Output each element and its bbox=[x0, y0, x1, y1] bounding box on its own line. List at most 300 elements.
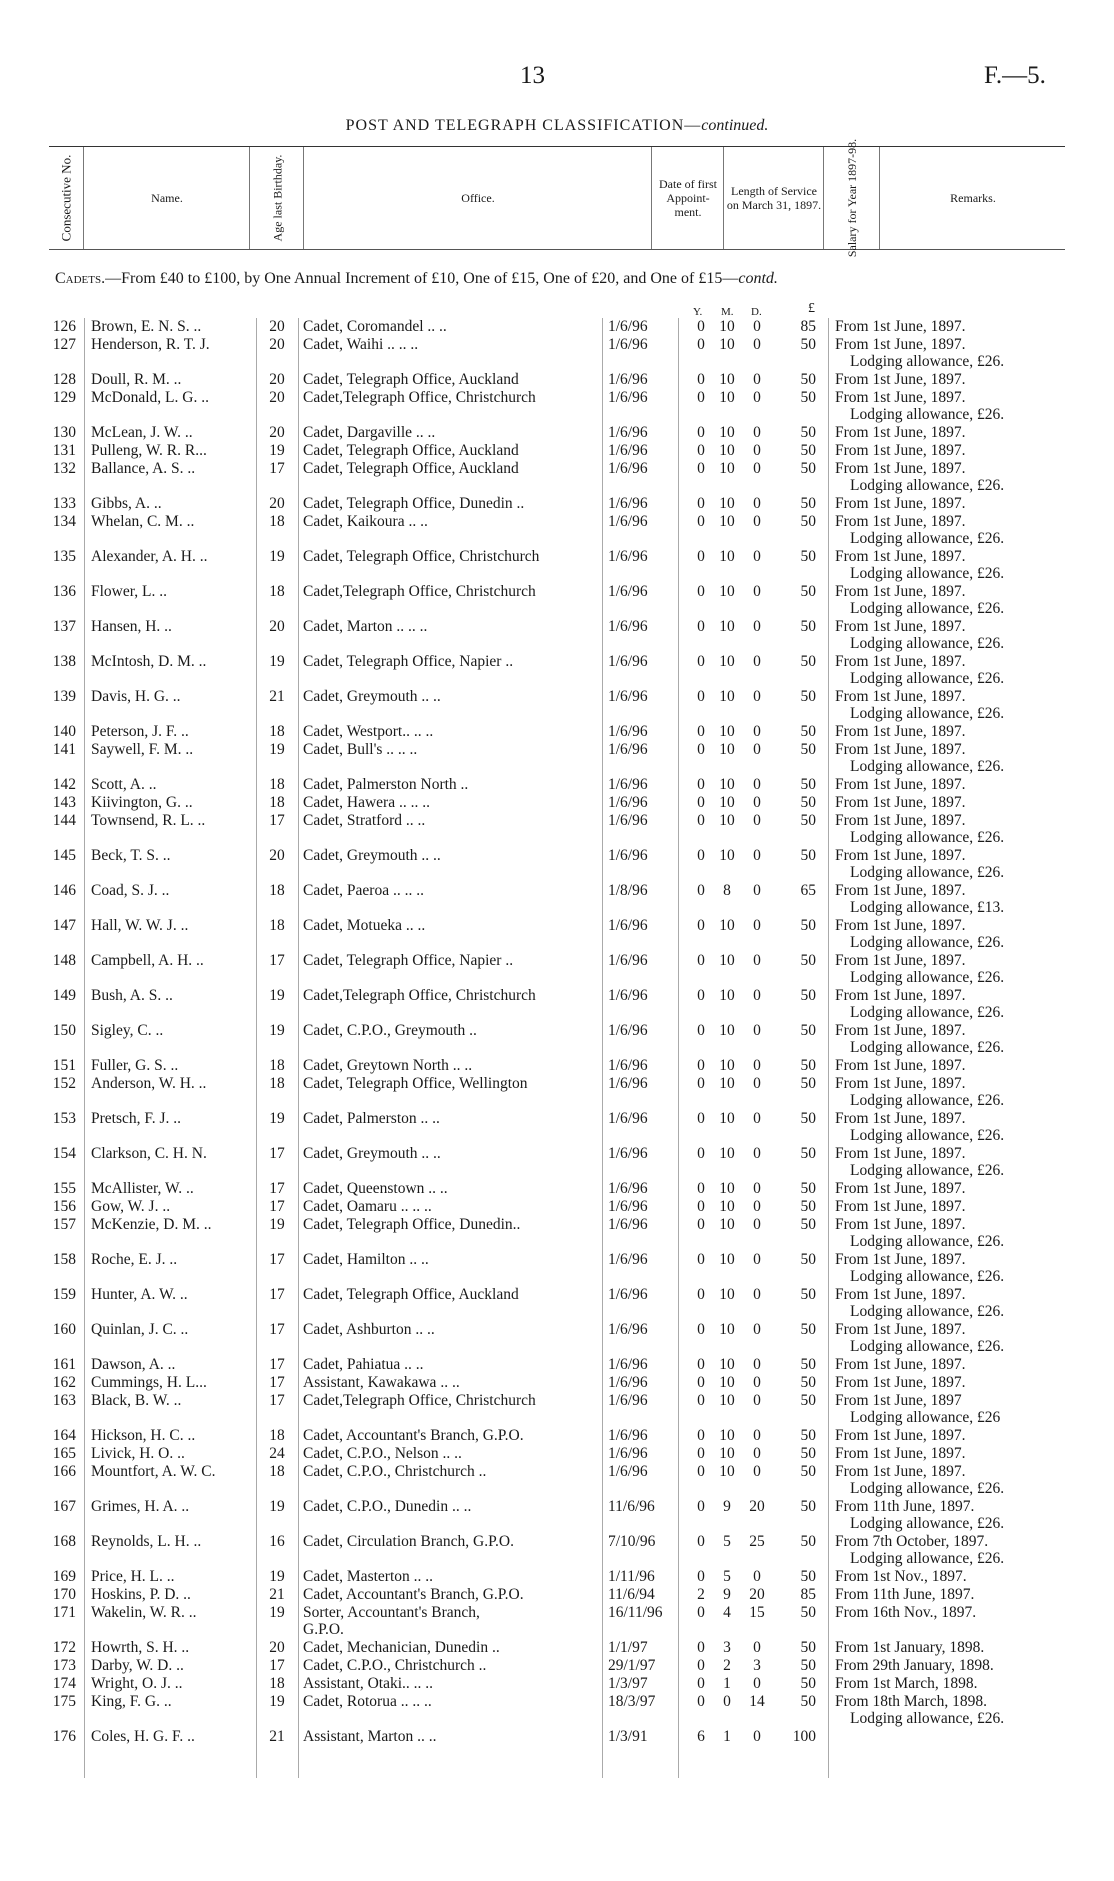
cell-salary: 50 bbox=[800, 1445, 816, 1462]
cell-d: 0 bbox=[753, 318, 761, 335]
cell-remarks-line2: Lodging allowance, £26. bbox=[850, 600, 1005, 617]
cell-salary: 50 bbox=[800, 1286, 816, 1303]
cell-m: 10 bbox=[719, 1075, 735, 1092]
cell-y: 0 bbox=[697, 812, 705, 829]
cell-date: 16/11/96 bbox=[608, 1604, 663, 1621]
cell-office: Cadet, C.P.O., Greymouth .. bbox=[303, 1022, 477, 1039]
cell-m: 10 bbox=[719, 1216, 735, 1233]
cell-no: 143 bbox=[52, 794, 76, 811]
cell-d: 0 bbox=[753, 741, 761, 758]
cell-age: 17 bbox=[269, 1286, 285, 1303]
cell-office: Cadet, C.P.O., Nelson .. .. bbox=[303, 1445, 462, 1462]
cell-salary: 50 bbox=[800, 460, 816, 477]
cell-m: 10 bbox=[719, 442, 735, 459]
cell-y: 0 bbox=[697, 1145, 705, 1162]
remarks-continuation bbox=[0, 934, 1114, 952]
cell-no: 153 bbox=[52, 1110, 76, 1127]
cell-office: Cadet, C.P.O., Christchurch .. bbox=[303, 1657, 487, 1674]
cell-y: 0 bbox=[697, 1533, 705, 1550]
table-row bbox=[0, 847, 1114, 865]
cell-salary: 50 bbox=[800, 389, 816, 406]
cell-age: 18 bbox=[269, 1675, 285, 1692]
cell-m: 10 bbox=[719, 548, 735, 565]
cell-name: Hoskins, P. D. .. bbox=[91, 1586, 191, 1603]
cell-office: Cadet, Bull's .. .. .. bbox=[303, 741, 418, 758]
cell-office: Cadet, C.P.O., Dunedin .. .. bbox=[303, 1498, 472, 1515]
cell-remarks: From 1st June, 1897. bbox=[835, 1427, 966, 1444]
cell-age: 20 bbox=[269, 424, 285, 441]
cell-d: 0 bbox=[753, 1022, 761, 1039]
cell-m: 9 bbox=[723, 1586, 731, 1603]
cell-name: McIntosh, D. M. .. bbox=[91, 653, 207, 670]
cell-age: 17 bbox=[269, 1657, 285, 1674]
table-row bbox=[0, 1586, 1114, 1604]
cell-remarks: From 1st June, 1897. bbox=[835, 548, 966, 565]
cell-age: 19 bbox=[269, 1604, 285, 1621]
cell-remarks-line2: Lodging allowance, £26. bbox=[850, 1127, 1005, 1144]
cell-no: 148 bbox=[52, 952, 76, 969]
cell-d: 0 bbox=[753, 1216, 761, 1233]
cell-date: 1/6/96 bbox=[608, 1198, 648, 1215]
table-row bbox=[0, 882, 1114, 900]
cell-y: 0 bbox=[697, 1374, 705, 1391]
cell-age: 18 bbox=[269, 1057, 285, 1074]
cell-name: McLean, J. W. .. bbox=[91, 424, 193, 441]
cell-remarks: From 7th October, 1897. bbox=[835, 1533, 989, 1550]
cell-y: 0 bbox=[697, 653, 705, 670]
cell-remarks: From 1st June, 1897. bbox=[835, 1075, 966, 1092]
cell-remarks-line2: Lodging allowance, £26. bbox=[850, 864, 1005, 881]
cell-remarks-line2: Lodging allowance, £26. bbox=[850, 1039, 1005, 1056]
remarks-continuation bbox=[0, 670, 1114, 688]
cell-y: 0 bbox=[697, 371, 705, 388]
cell-m: 10 bbox=[719, 1463, 735, 1480]
cell-m: 1 bbox=[723, 1728, 731, 1745]
cell-no: 147 bbox=[52, 917, 76, 934]
cell-name: Price, H. L. .. bbox=[91, 1568, 175, 1585]
cell-office: Cadet, Motueka .. .. bbox=[303, 917, 426, 934]
cell-m: 5 bbox=[723, 1533, 731, 1550]
cell-y: 0 bbox=[697, 882, 705, 899]
cell-salary: 50 bbox=[800, 952, 816, 969]
table-row bbox=[0, 1057, 1114, 1075]
cell-salary: 50 bbox=[800, 1022, 816, 1039]
cell-m: 10 bbox=[719, 1251, 735, 1268]
cell-remarks: From 1st June, 1897. bbox=[835, 389, 966, 406]
cell-date: 1/6/96 bbox=[608, 776, 648, 793]
table-row bbox=[0, 548, 1114, 566]
cell-date: 1/11/96 bbox=[608, 1568, 655, 1585]
cell-no: 154 bbox=[52, 1145, 76, 1162]
cell-m: 10 bbox=[719, 1198, 735, 1215]
remarks-continuation bbox=[0, 1338, 1114, 1356]
cell-date: 1/3/97 bbox=[608, 1675, 648, 1692]
cell-remarks: From 1st June, 1897. bbox=[835, 1321, 966, 1338]
cell-office: Cadet, Masterton .. .. bbox=[303, 1568, 434, 1585]
cell-date: 1/6/96 bbox=[608, 1463, 648, 1480]
cell-date: 1/6/96 bbox=[608, 653, 648, 670]
cell-date: 1/6/96 bbox=[608, 952, 648, 969]
cell-office: Cadet, Accountant's Branch, G.P.O. bbox=[303, 1427, 524, 1444]
cell-salary: 50 bbox=[800, 794, 816, 811]
remarks-continuation bbox=[0, 565, 1114, 583]
cell-d: 0 bbox=[753, 548, 761, 565]
cell-remarks: From 1st June, 1897. bbox=[835, 723, 966, 740]
cell-age: 20 bbox=[269, 371, 285, 388]
cell-age: 17 bbox=[269, 1145, 285, 1162]
cell-y: 0 bbox=[697, 723, 705, 740]
cell-office: Cadet, Greymouth .. .. bbox=[303, 847, 441, 864]
cell-no: 128 bbox=[52, 371, 76, 388]
document-reference: F.—5. bbox=[984, 62, 1046, 89]
header-remarks: Remarks. bbox=[879, 147, 1066, 249]
cell-remarks: From 1st June, 1897. bbox=[835, 987, 966, 1004]
cell-no: 161 bbox=[52, 1356, 76, 1373]
cell-remarks: From 1st June, 1897. bbox=[835, 1180, 966, 1197]
cell-salary: 65 bbox=[800, 882, 816, 899]
header-office: Office. bbox=[303, 147, 652, 249]
cell-salary: 50 bbox=[800, 741, 816, 758]
cell-no: 135 bbox=[52, 548, 76, 565]
cell-office: Cadet, Telegraph Office, Napier .. bbox=[303, 653, 514, 670]
cell-d: 0 bbox=[753, 794, 761, 811]
cell-m: 10 bbox=[719, 1145, 735, 1162]
cell-d: 0 bbox=[753, 1198, 761, 1215]
cell-remarks: From 1st June, 1897. bbox=[835, 847, 966, 864]
cell-y: 0 bbox=[697, 1216, 705, 1233]
cell-name: Brown, E. N. S. .. bbox=[91, 318, 202, 335]
cell-date: 1/6/96 bbox=[608, 1057, 648, 1074]
cell-d: 0 bbox=[753, 424, 761, 441]
header-consecutive: Consecutive No. bbox=[58, 154, 73, 242]
cell-remarks-line2: Lodging allowance, £26. bbox=[850, 969, 1005, 986]
cell-name: Mountfort, A. W. C. bbox=[91, 1463, 216, 1480]
cell-remarks: From 1st January, 1898. bbox=[835, 1639, 985, 1656]
cell-d: 0 bbox=[753, 618, 761, 635]
table-row bbox=[0, 1533, 1114, 1551]
cell-y: 0 bbox=[697, 1568, 705, 1585]
cell-age: 21 bbox=[269, 688, 285, 705]
cell-salary: 50 bbox=[800, 1657, 816, 1674]
cell-remarks-line2: Lodging allowance, £26. bbox=[850, 1710, 1005, 1727]
table-row bbox=[0, 1075, 1114, 1093]
cell-no: 130 bbox=[52, 424, 76, 441]
cell-m: 10 bbox=[719, 336, 735, 353]
table-row bbox=[0, 318, 1114, 336]
cell-y: 0 bbox=[697, 424, 705, 441]
cell-d: 0 bbox=[753, 882, 761, 899]
cell-remarks-line2: Lodging allowance, £26. bbox=[850, 1233, 1005, 1250]
cell-office: Cadet, Waihi .. .. .. bbox=[303, 336, 419, 353]
cell-office: Cadet, Greymouth .. .. bbox=[303, 1145, 441, 1162]
cell-age: 20 bbox=[269, 389, 285, 406]
cell-y: 0 bbox=[697, 1110, 705, 1127]
table-row bbox=[0, 1498, 1114, 1516]
cell-date: 1/6/96 bbox=[608, 847, 648, 864]
cell-no: 174 bbox=[52, 1675, 76, 1692]
cell-date: 1/6/96 bbox=[608, 513, 648, 530]
cell-y: 0 bbox=[697, 1693, 705, 1710]
cell-age: 19 bbox=[269, 987, 285, 1004]
cell-salary: 50 bbox=[800, 1057, 816, 1074]
table-row bbox=[0, 1321, 1114, 1339]
cell-remarks: From 29th January, 1898. bbox=[835, 1657, 994, 1674]
cell-m: 3 bbox=[723, 1639, 731, 1656]
cell-office: Cadet,Telegraph Office, Christchurch bbox=[303, 1392, 536, 1409]
remarks-continuation bbox=[0, 829, 1114, 847]
cell-no: 172 bbox=[52, 1639, 76, 1656]
remarks-continuation bbox=[0, 1515, 1114, 1533]
cell-name: Black, B. W. .. bbox=[91, 1392, 182, 1409]
cell-y: 0 bbox=[697, 495, 705, 512]
cell-y: 0 bbox=[697, 1675, 705, 1692]
cell-m: 10 bbox=[719, 583, 735, 600]
unit-pound: £ bbox=[808, 301, 815, 316]
table-row bbox=[0, 1427, 1114, 1445]
cell-age: 19 bbox=[269, 1110, 285, 1127]
cell-y: 0 bbox=[697, 1075, 705, 1092]
cell-no: 129 bbox=[52, 389, 76, 406]
cell-remarks-line2: Lodging allowance, £26. bbox=[850, 934, 1005, 951]
remarks-continuation bbox=[0, 1409, 1114, 1427]
cell-m: 10 bbox=[719, 688, 735, 705]
cell-age: 19 bbox=[269, 1498, 285, 1515]
cell-d: 20 bbox=[749, 1498, 765, 1515]
cell-date: 1/6/96 bbox=[608, 812, 648, 829]
cell-date: 1/6/96 bbox=[608, 442, 648, 459]
cell-m: 10 bbox=[719, 513, 735, 530]
cell-office: Cadet,Telegraph Office, Christchurch bbox=[303, 583, 536, 600]
cell-no: 150 bbox=[52, 1022, 76, 1039]
cell-office: Cadet, Dargaville .. .. bbox=[303, 424, 436, 441]
cell-remarks-line2: Lodging allowance, £26. bbox=[850, 1092, 1005, 1109]
cell-name: Hunter, A. W. .. bbox=[91, 1286, 188, 1303]
cell-no: 168 bbox=[52, 1533, 76, 1550]
cell-name: Flower, L. .. bbox=[91, 583, 168, 600]
cell-d: 0 bbox=[753, 513, 761, 530]
remarks-continuation bbox=[0, 1162, 1114, 1180]
cell-remarks-line2: Lodging allowance, £26. bbox=[850, 1515, 1005, 1532]
cell-date: 1/6/96 bbox=[608, 1145, 648, 1162]
cell-d: 0 bbox=[753, 1286, 761, 1303]
table-header bbox=[49, 138, 1065, 258]
cell-remarks: From 1st June, 1897. bbox=[835, 812, 966, 829]
cell-no: 142 bbox=[52, 776, 76, 793]
cell-y: 0 bbox=[697, 318, 705, 335]
cell-remarks: From 1st June, 1897. bbox=[835, 1251, 966, 1268]
cell-d: 0 bbox=[753, 847, 761, 864]
cell-m: 1 bbox=[723, 1675, 731, 1692]
cell-name: Alexander, A. H. .. bbox=[91, 548, 208, 565]
cell-date: 1/6/96 bbox=[608, 1321, 648, 1338]
cell-m: 10 bbox=[719, 1180, 735, 1197]
cell-y: 0 bbox=[697, 1198, 705, 1215]
cell-date: 1/6/96 bbox=[608, 1180, 648, 1197]
cell-salary: 85 bbox=[800, 318, 816, 335]
cell-name: Howrth, S. H. .. bbox=[91, 1639, 190, 1656]
cell-age: 18 bbox=[269, 723, 285, 740]
cell-date: 1/6/96 bbox=[608, 389, 648, 406]
cell-name: Ballance, A. S. .. bbox=[91, 460, 196, 477]
cell-y: 0 bbox=[697, 794, 705, 811]
cell-m: 10 bbox=[719, 318, 735, 335]
cell-name: Anderson, W. H. .. bbox=[91, 1075, 207, 1092]
cell-m: 10 bbox=[719, 987, 735, 1004]
header-salary: Salary for Year 1897-98. bbox=[823, 147, 880, 249]
cell-age: 24 bbox=[269, 1445, 285, 1462]
header-name: Name. bbox=[83, 147, 250, 249]
cell-salary: 50 bbox=[800, 1392, 816, 1409]
cell-y: 6 bbox=[697, 1728, 705, 1745]
remarks-continuation bbox=[0, 705, 1114, 723]
remarks-continuation bbox=[0, 353, 1114, 371]
cell-remarks: From 1st June, 1897. bbox=[835, 688, 966, 705]
cell-name: Hickson, H. C. .. bbox=[91, 1427, 196, 1444]
remarks-continuation bbox=[0, 406, 1114, 424]
cell-age: 20 bbox=[269, 495, 285, 512]
cell-date: 1/6/96 bbox=[608, 1022, 648, 1039]
cell-m: 10 bbox=[719, 847, 735, 864]
cell-d: 0 bbox=[753, 952, 761, 969]
cell-d: 0 bbox=[753, 442, 761, 459]
table-row bbox=[0, 794, 1114, 812]
cell-d: 0 bbox=[753, 1675, 761, 1692]
remarks-continuation bbox=[0, 1480, 1114, 1498]
cell-remarks: From 1st June, 1897. bbox=[835, 1463, 966, 1480]
cell-age: 19 bbox=[269, 1216, 285, 1233]
cell-no: 167 bbox=[52, 1498, 76, 1515]
cell-salary: 50 bbox=[800, 513, 816, 530]
cell-d: 0 bbox=[753, 1427, 761, 1444]
cell-d: 0 bbox=[753, 1639, 761, 1656]
cell-date: 1/6/96 bbox=[608, 583, 648, 600]
cell-d: 0 bbox=[753, 1568, 761, 1585]
section-heading: Cadets.—From £40 to £100, by One Annual Increment of £10, One of £15, One of £20, and One of £15—contd. bbox=[55, 270, 778, 287]
cell-age: 16 bbox=[269, 1533, 285, 1550]
cell-name: Quinlan, J. C. .. bbox=[91, 1321, 189, 1338]
table-row bbox=[0, 1675, 1114, 1693]
cell-m: 10 bbox=[719, 917, 735, 934]
cell-office: Cadet, Westport.. .. .. bbox=[303, 723, 434, 740]
cell-m: 10 bbox=[719, 1022, 735, 1039]
cell-no: 162 bbox=[52, 1374, 76, 1391]
cell-date: 1/6/96 bbox=[608, 688, 648, 705]
table-row bbox=[0, 460, 1114, 478]
cell-d: 0 bbox=[753, 688, 761, 705]
cell-y: 0 bbox=[697, 1057, 705, 1074]
cell-d: 0 bbox=[753, 1110, 761, 1127]
cell-y: 0 bbox=[697, 1639, 705, 1656]
cell-office: Cadet, Marton .. .. .. bbox=[303, 618, 428, 635]
cell-remarks-line2: Lodging allowance, £26. bbox=[850, 565, 1005, 582]
cell-date: 7/10/96 bbox=[608, 1533, 656, 1550]
cell-date: 1/6/96 bbox=[608, 1445, 648, 1462]
cell-office: Cadet, Telegraph Office, Wellington bbox=[303, 1075, 528, 1092]
cell-salary: 50 bbox=[800, 1356, 816, 1373]
cell-salary: 100 bbox=[792, 1728, 816, 1745]
remarks-continuation bbox=[0, 1710, 1114, 1728]
cell-m: 10 bbox=[719, 653, 735, 670]
cell-name: Grimes, H. A. .. bbox=[91, 1498, 190, 1515]
cell-y: 0 bbox=[697, 917, 705, 934]
cell-salary: 50 bbox=[800, 371, 816, 388]
cell-salary: 50 bbox=[800, 1216, 816, 1233]
cell-office: Cadet, Hamilton .. .. bbox=[303, 1251, 429, 1268]
cell-m: 5 bbox=[723, 1568, 731, 1585]
cell-date: 18/3/97 bbox=[608, 1693, 656, 1710]
remarks-continuation bbox=[0, 1127, 1114, 1145]
cell-salary: 50 bbox=[800, 1639, 816, 1656]
cell-name: Kiivington, G. .. bbox=[91, 794, 193, 811]
cell-office: Cadet, Stratford .. .. bbox=[303, 812, 426, 829]
cell-office-line2: G.P.O. bbox=[303, 1621, 344, 1638]
cell-remarks-line2: Lodging allowance, £26. bbox=[850, 758, 1005, 775]
table-row bbox=[0, 1022, 1114, 1040]
cell-remarks-line2: Lodging allowance, £26. bbox=[850, 530, 1005, 547]
cell-name: Doull, R. M. .. bbox=[91, 371, 182, 388]
cell-age: 17 bbox=[269, 1374, 285, 1391]
table-row bbox=[0, 583, 1114, 601]
cell-office: Assistant, Marton .. .. bbox=[303, 1728, 437, 1745]
cell-m: 10 bbox=[719, 618, 735, 635]
table-row bbox=[0, 1657, 1114, 1675]
cell-m: 10 bbox=[719, 1321, 735, 1338]
cell-d: 0 bbox=[753, 723, 761, 740]
cell-name: Peterson, J. F. .. bbox=[91, 723, 189, 740]
cell-office: Cadet, Telegraph Office, Napier .. bbox=[303, 952, 514, 969]
cell-remarks-line2: Lodging allowance, £26. bbox=[850, 477, 1005, 494]
cell-remarks: From 1st June, 1897. bbox=[835, 424, 966, 441]
cell-y: 0 bbox=[697, 442, 705, 459]
cell-office: Cadet, Greytown North .. .. bbox=[303, 1057, 473, 1074]
table-row bbox=[0, 723, 1114, 741]
title-main: POST AND TELEGRAPH CLASSIFICATION— bbox=[345, 117, 702, 134]
cell-age: 17 bbox=[269, 812, 285, 829]
cell-remarks-line2: Lodging allowance, £26. bbox=[850, 1303, 1005, 1320]
cell-d: 0 bbox=[753, 1728, 761, 1745]
cell-m: 2 bbox=[723, 1657, 731, 1674]
cell-name: Fuller, G. S. .. bbox=[91, 1057, 179, 1074]
cell-y: 0 bbox=[697, 1392, 705, 1409]
cell-name: Pretsch, F. J. .. bbox=[91, 1110, 182, 1127]
cell-office: Cadet, Palmerston North .. bbox=[303, 776, 469, 793]
cell-age: 18 bbox=[269, 794, 285, 811]
cell-date: 11/6/94 bbox=[608, 1586, 655, 1603]
cell-y: 0 bbox=[697, 1180, 705, 1197]
remarks-continuation bbox=[0, 1039, 1114, 1057]
unit-months: M. bbox=[721, 306, 734, 318]
cell-remarks-line2: Lodging allowance, £26. bbox=[850, 406, 1005, 423]
cell-salary: 50 bbox=[800, 1498, 816, 1515]
cell-office: Cadet, Telegraph Office, Dunedin.. bbox=[303, 1216, 521, 1233]
cell-name: Saywell, F. M. .. bbox=[91, 741, 194, 758]
cell-y: 0 bbox=[697, 741, 705, 758]
cell-remarks: From 1st June, 1897. bbox=[835, 952, 966, 969]
remarks-continuation bbox=[0, 758, 1114, 776]
cell-d: 0 bbox=[753, 812, 761, 829]
cell-name: Bush, A. S. .. bbox=[91, 987, 173, 1004]
cell-age: 19 bbox=[269, 548, 285, 565]
cell-office: Cadet, Accountant's Branch, G.P.O. bbox=[303, 1586, 524, 1603]
cell-d: 0 bbox=[753, 1145, 761, 1162]
cell-d: 0 bbox=[753, 987, 761, 1004]
cell-date: 1/6/96 bbox=[608, 1251, 648, 1268]
cell-age: 20 bbox=[269, 1639, 285, 1656]
cell-age: 17 bbox=[269, 1251, 285, 1268]
table-row bbox=[0, 1180, 1114, 1198]
cell-office: Cadet, Telegraph Office, Christchurch bbox=[303, 548, 540, 565]
cell-remarks-line2: Lodging allowance, £26. bbox=[850, 353, 1005, 370]
